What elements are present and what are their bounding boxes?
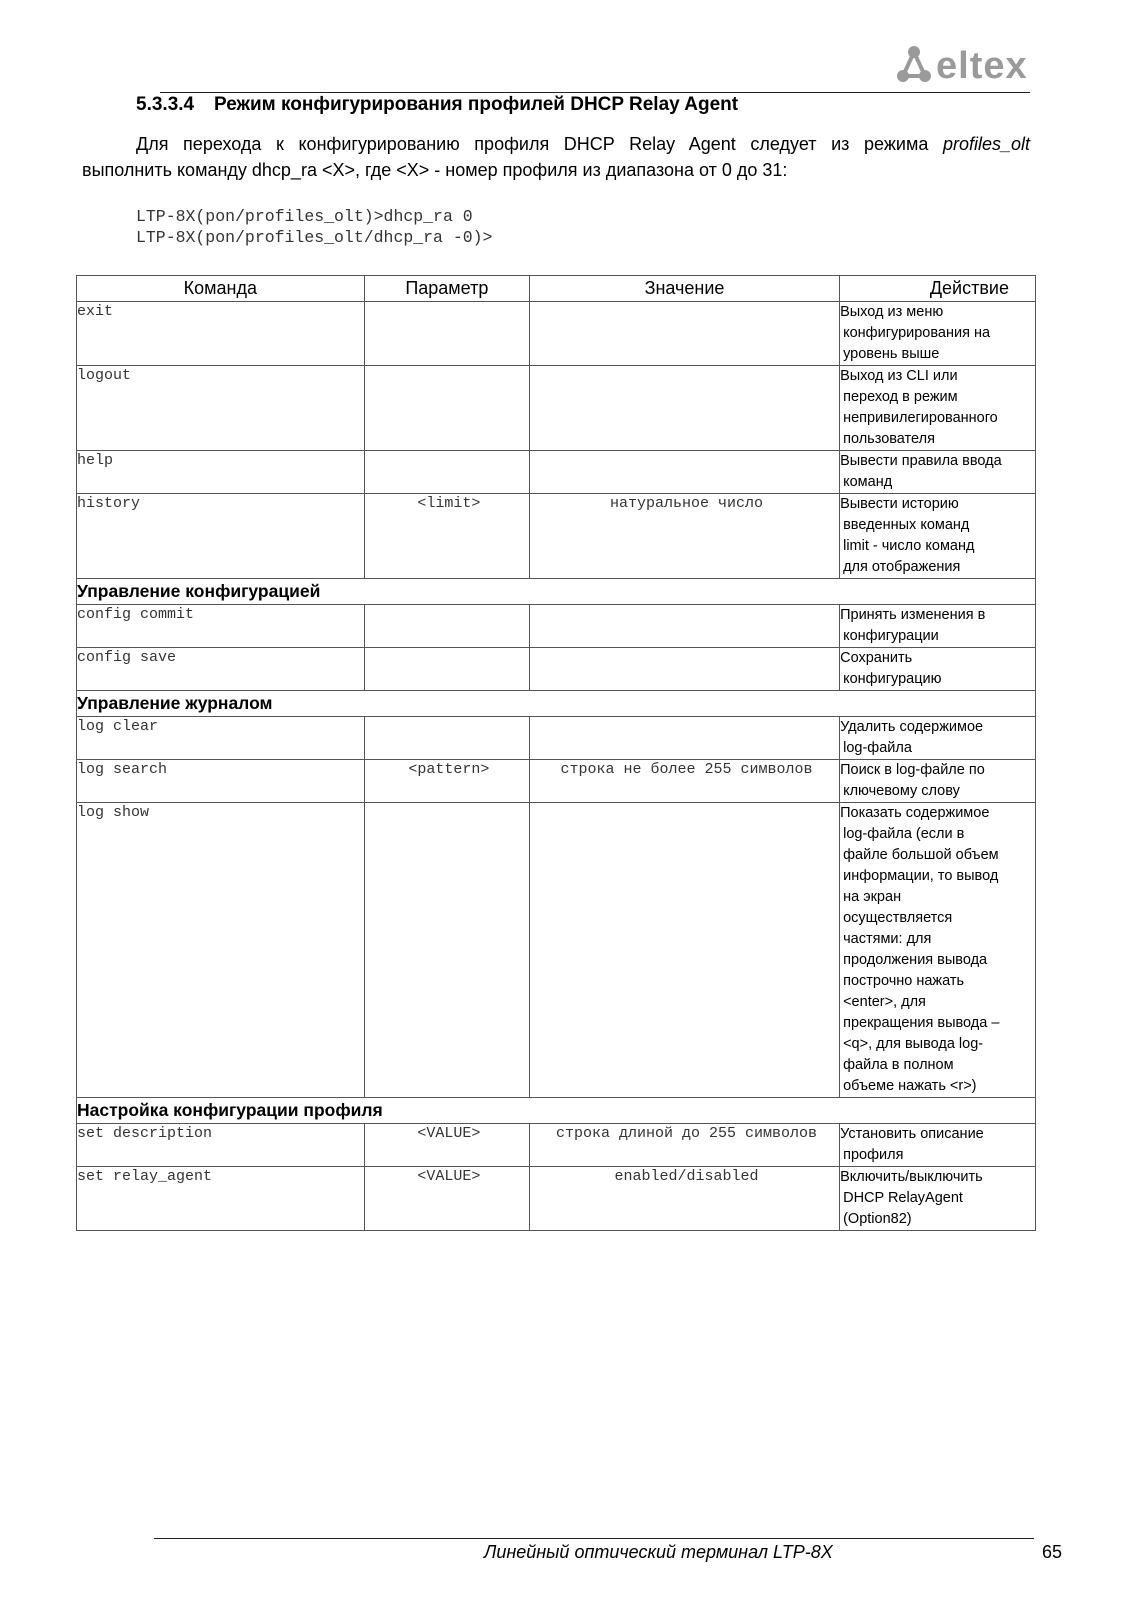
action-line: профиля <box>843 1147 904 1163</box>
command-table <box>76 275 1036 1231</box>
parameter-cell: <limit> <box>364 494 529 579</box>
action-line: уровень выше <box>843 346 940 362</box>
action-line: DHCP RelayAgent <box>843 1190 963 1206</box>
parameter-cell <box>364 366 529 451</box>
value-cell <box>529 451 839 494</box>
intro-text: Для перехода к конфигурированию профиля DHCP Relay Agent следует из режима <box>136 134 943 154</box>
table-row <box>77 1124 1036 1167</box>
column-header-value: Значение <box>529 276 839 302</box>
action-line: Вывести правила ввода <box>840 453 1002 469</box>
command-cell: log clear <box>77 717 365 760</box>
table-row <box>77 717 1036 760</box>
parameter-cell <box>364 302 529 366</box>
table-group-row <box>77 691 1036 717</box>
parameter-cell <box>364 717 529 760</box>
value-cell: натуральное число <box>529 494 839 579</box>
section-number: 5.3.3.4 <box>136 94 195 115</box>
action-cell <box>840 803 1036 1098</box>
command-cell: set description <box>77 1124 365 1167</box>
action-line: введенных команд <box>843 517 970 533</box>
action-line: прекращения вывода – <box>843 1015 1000 1031</box>
table-row <box>77 1167 1036 1231</box>
value-cell: enabled/disabled <box>529 1167 839 1231</box>
action-line: Включить/выключить <box>840 1169 983 1185</box>
table-row <box>77 366 1036 451</box>
action-line: пользователя <box>843 431 935 447</box>
action-line: Показать содержимое <box>840 805 990 821</box>
action-cell <box>840 605 1036 648</box>
value-cell <box>529 717 839 760</box>
footer-rule <box>154 1538 1034 1539</box>
action-cell <box>840 302 1036 366</box>
action-line: файла в полном <box>843 1057 954 1073</box>
action-line: продолжения вывода <box>843 952 988 968</box>
page-number: 65 <box>1042 1542 1063 1562</box>
value-cell: строка длиной до 255 символов <box>529 1124 839 1167</box>
action-line: непривилегированного <box>843 410 998 426</box>
action-line: Выход из CLI или <box>840 368 958 384</box>
action-cell <box>840 1167 1036 1231</box>
section-title: Режим конфигурирования профилей DHCP Relay Agent <box>214 94 739 115</box>
action-cell <box>840 366 1036 451</box>
value-cell <box>529 605 839 648</box>
action-line: <enter>, для <box>843 994 926 1010</box>
action-line: Установить описание <box>840 1126 984 1142</box>
action-cell <box>840 648 1036 691</box>
table-group-row <box>77 1098 1036 1124</box>
action-cell <box>840 717 1036 760</box>
action-line: конфигурацию <box>843 671 942 687</box>
group-heading: Настройка конфигурации профиля <box>77 1098 1036 1124</box>
value-cell <box>529 366 839 451</box>
action-line: построчно нажать <box>843 973 965 989</box>
eltex-logo <box>894 44 1064 88</box>
action-line: файле большой объем <box>843 847 999 863</box>
table-row <box>77 760 1036 803</box>
action-line: (Option82) <box>843 1211 912 1227</box>
action-line: для отображения <box>843 559 961 575</box>
action-line: limit - число команд <box>843 538 975 554</box>
table-group-row <box>77 579 1036 605</box>
action-line: конфигурирования на <box>843 325 991 341</box>
section-heading <box>136 94 738 116</box>
command-cell: exit <box>77 302 365 366</box>
value-cell <box>529 302 839 366</box>
table-row <box>77 648 1036 691</box>
parameter-cell: <pattern> <box>364 760 529 803</box>
parameter-cell: <VALUE> <box>364 1167 529 1231</box>
command-cell: config save <box>77 648 365 691</box>
group-heading: Управление конфигурацией <box>77 579 1036 605</box>
action-line: log-файла (если в <box>843 826 965 842</box>
action-line: Вывести историю <box>840 496 959 512</box>
action-cell <box>840 451 1036 494</box>
value-cell: строка не более 255 символов <box>529 760 839 803</box>
action-line: Выход из меню <box>840 304 944 320</box>
footer-title: Линейный оптический терминал LTP-8X <box>484 1542 833 1562</box>
value-cell <box>529 648 839 691</box>
action-line: осуществляется <box>843 910 953 926</box>
column-header-parameter: Параметр <box>364 276 529 302</box>
table-header-row <box>77 276 1036 302</box>
action-line: объеме нажать <r>) <box>843 1078 977 1094</box>
cli-line: LTP-8X(pon/profiles_olt/dhcp_ra -0)> <box>136 228 493 247</box>
action-line: <q>, для вывода log- <box>843 1036 984 1052</box>
action-line: Принять изменения в <box>840 607 986 623</box>
action-line: конфигурации <box>843 628 939 644</box>
intro-mode-name: profiles_olt <box>942 134 1030 154</box>
action-line: Удалить содержимое <box>840 719 984 735</box>
table-row <box>77 605 1036 648</box>
action-line: Сохранить <box>840 650 913 666</box>
parameter-cell <box>364 451 529 494</box>
parameter-cell <box>364 803 529 1098</box>
table-row <box>77 451 1036 494</box>
action-cell <box>840 494 1036 579</box>
action-line: ключевому слову <box>843 783 960 799</box>
action-line: Поиск в log-файле по <box>840 762 985 778</box>
value-cell <box>529 803 839 1098</box>
parameter-cell <box>364 648 529 691</box>
group-heading: Управление журналом <box>77 691 1036 717</box>
header-rule <box>160 92 1030 93</box>
column-header-command: Команда <box>77 276 365 302</box>
command-cell: log search <box>77 760 365 803</box>
action-line: на экран <box>843 889 902 905</box>
parameter-cell <box>364 605 529 648</box>
command-cell: logout <box>77 366 365 451</box>
command-cell: help <box>77 451 365 494</box>
table-row <box>77 803 1036 1098</box>
action-cell <box>840 1124 1036 1167</box>
action-line: информации, то вывод <box>843 868 999 884</box>
command-cell: log show <box>77 803 365 1098</box>
command-cell: set relay_agent <box>77 1167 365 1231</box>
table-row <box>77 494 1036 579</box>
action-line: частями: для <box>843 931 932 947</box>
action-cell <box>840 760 1036 803</box>
intro-text-line2: выполнить команду dhcp_ra <X>, где <X> - номер профиля из диапазона от 0 до 31: <box>82 160 788 180</box>
parameter-cell: <VALUE> <box>364 1124 529 1167</box>
intro-paragraph <box>82 131 1030 183</box>
svg-text:eltex: eltex <box>936 45 1028 87</box>
table-row <box>77 302 1036 366</box>
column-header-action: Действие <box>840 276 1036 302</box>
command-cell: config commit <box>77 605 365 648</box>
action-line: команд <box>843 474 893 490</box>
action-line: log-файла <box>843 740 912 756</box>
action-line: переход в режим <box>843 389 958 405</box>
cli-example <box>136 206 492 248</box>
command-cell: history <box>77 494 365 579</box>
cli-line: LTP-8X(pon/profiles_olt)>dhcp_ra 0 <box>136 207 473 226</box>
